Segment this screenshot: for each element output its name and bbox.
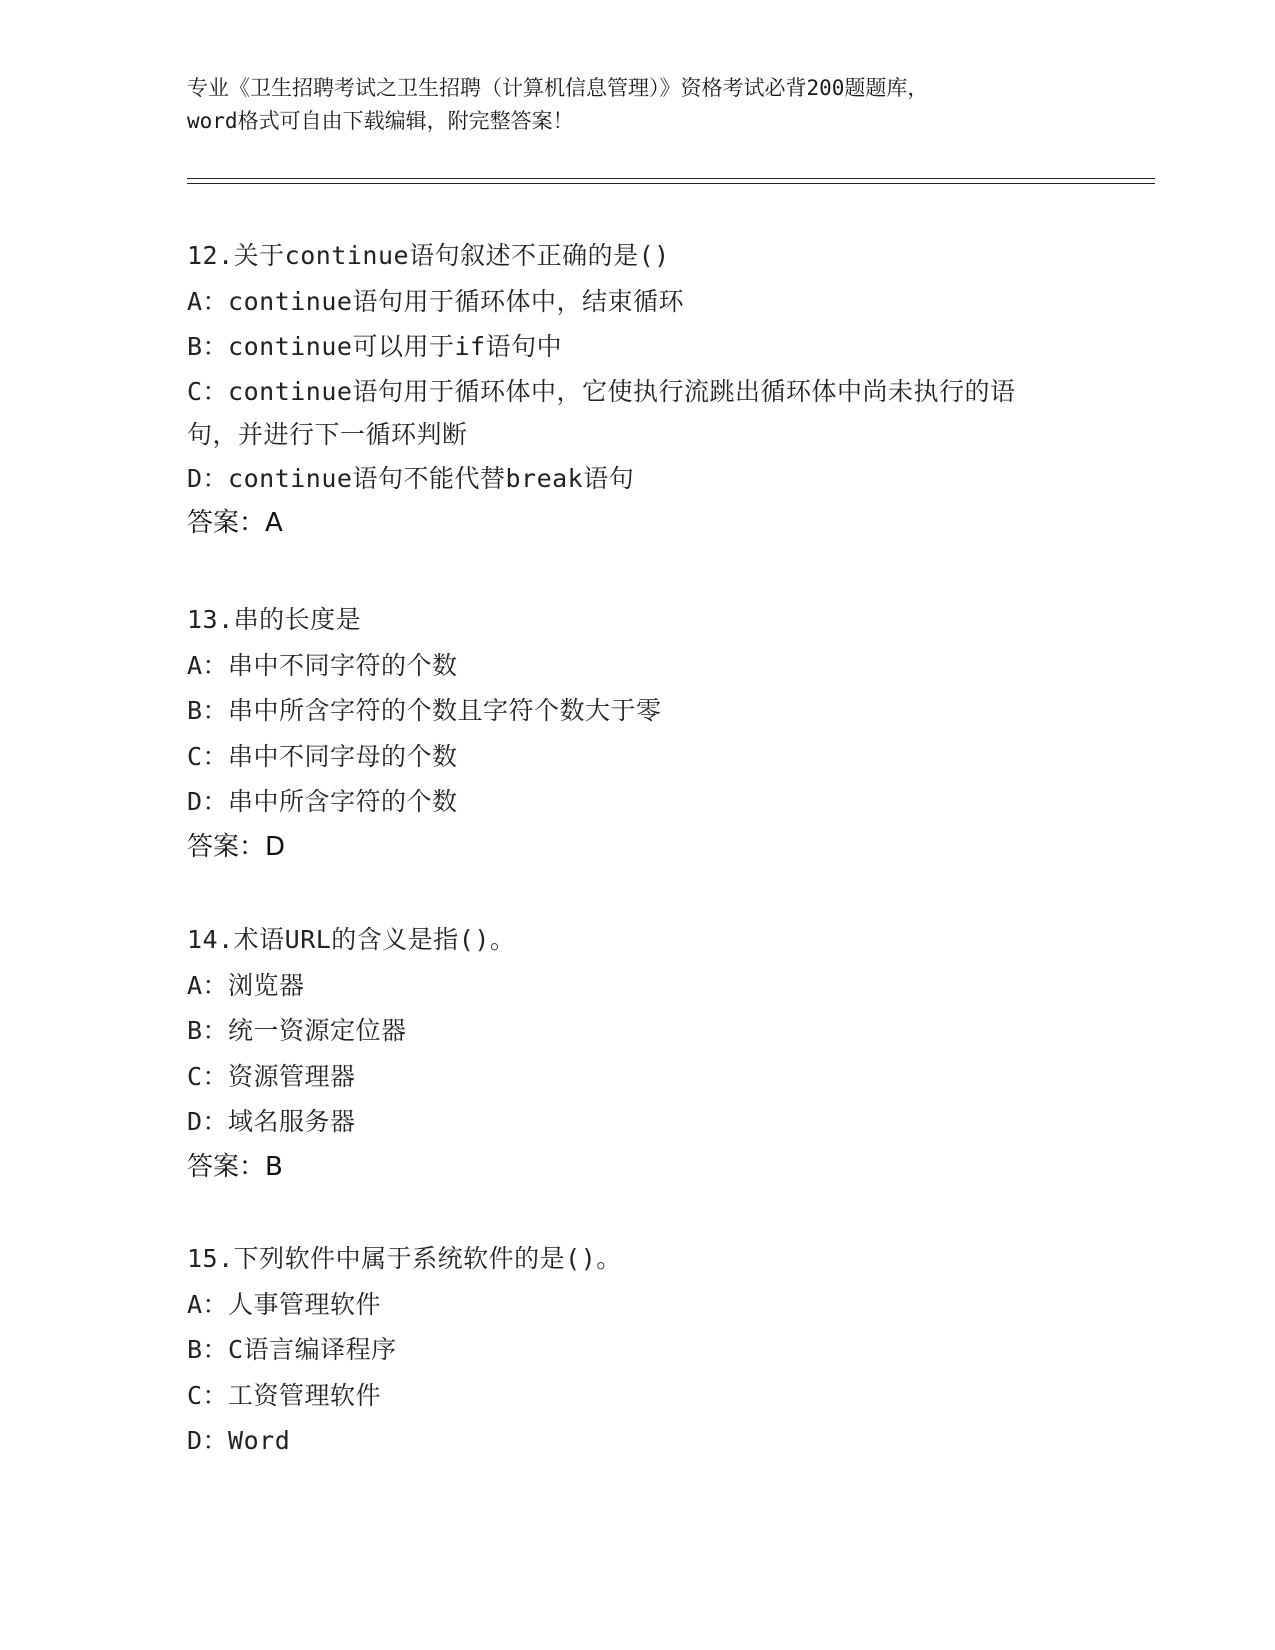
option-c: C：串中不同字母的个数 <box>187 741 458 771</box>
header-divider-top <box>187 178 1155 179</box>
option-a: A：浏览器 <box>187 970 305 1000</box>
question-stem: 13.串的长度是 <box>187 605 362 634</box>
option-b: B：C语言编译程序 <box>187 1335 397 1364</box>
option-d: D：串中所含字符的个数 <box>187 787 458 816</box>
document-header <box>187 72 1087 138</box>
option-d: D：continue语句不能代替break语句 <box>187 463 635 493</box>
question-14 <box>187 917 1107 1190</box>
option-b: B：continue可以用于if语句中 <box>187 332 563 361</box>
question-stem: 12.关于continue语句叙述不正确的是() <box>187 241 670 270</box>
option-a: A：continue语句用于循环体中，结束循环 <box>187 286 684 316</box>
answer-line: 答案：D <box>187 831 286 862</box>
header-divider-bottom <box>187 183 1155 184</box>
option-c: C：工资管理软件 <box>187 1380 382 1410</box>
question-stem: 14.术语URL的含义是指()。 <box>187 925 516 954</box>
answer-line: 答案：A <box>187 508 283 538</box>
option-b: B：统一资源定位器 <box>187 1016 407 1045</box>
option-b: B：串中所含字符的个数且字符个数大于零 <box>187 696 662 725</box>
question-13 <box>187 597 1107 870</box>
question-12 <box>187 233 1107 547</box>
question-15 <box>187 1236 1107 1464</box>
option-a: A：串中不同字符的个数 <box>187 650 458 680</box>
header-title-line-2: word格式可自由下载编辑，附完整答案！ <box>187 109 574 133</box>
option-c: C：资源管理器 <box>187 1061 356 1091</box>
option-d: D：Word <box>187 1426 291 1455</box>
option-c: C：continue语句用于循环体中，它使执行流跳出循环体中尚未执行的语句，并进行下一循环判断 <box>187 376 1016 449</box>
question-stem: 15.下列软件中属于系统软件的是()。 <box>187 1244 622 1273</box>
option-d: D：域名服务器 <box>187 1107 356 1136</box>
header-title-line-1: 专业《卫生招聘考试之卫生招聘（计算机信息管理）》资格考试必背200题题库， <box>187 76 929 100</box>
option-a: A：人事管理软件 <box>187 1289 382 1319</box>
answer-line: 答案：B <box>187 1151 283 1182</box>
